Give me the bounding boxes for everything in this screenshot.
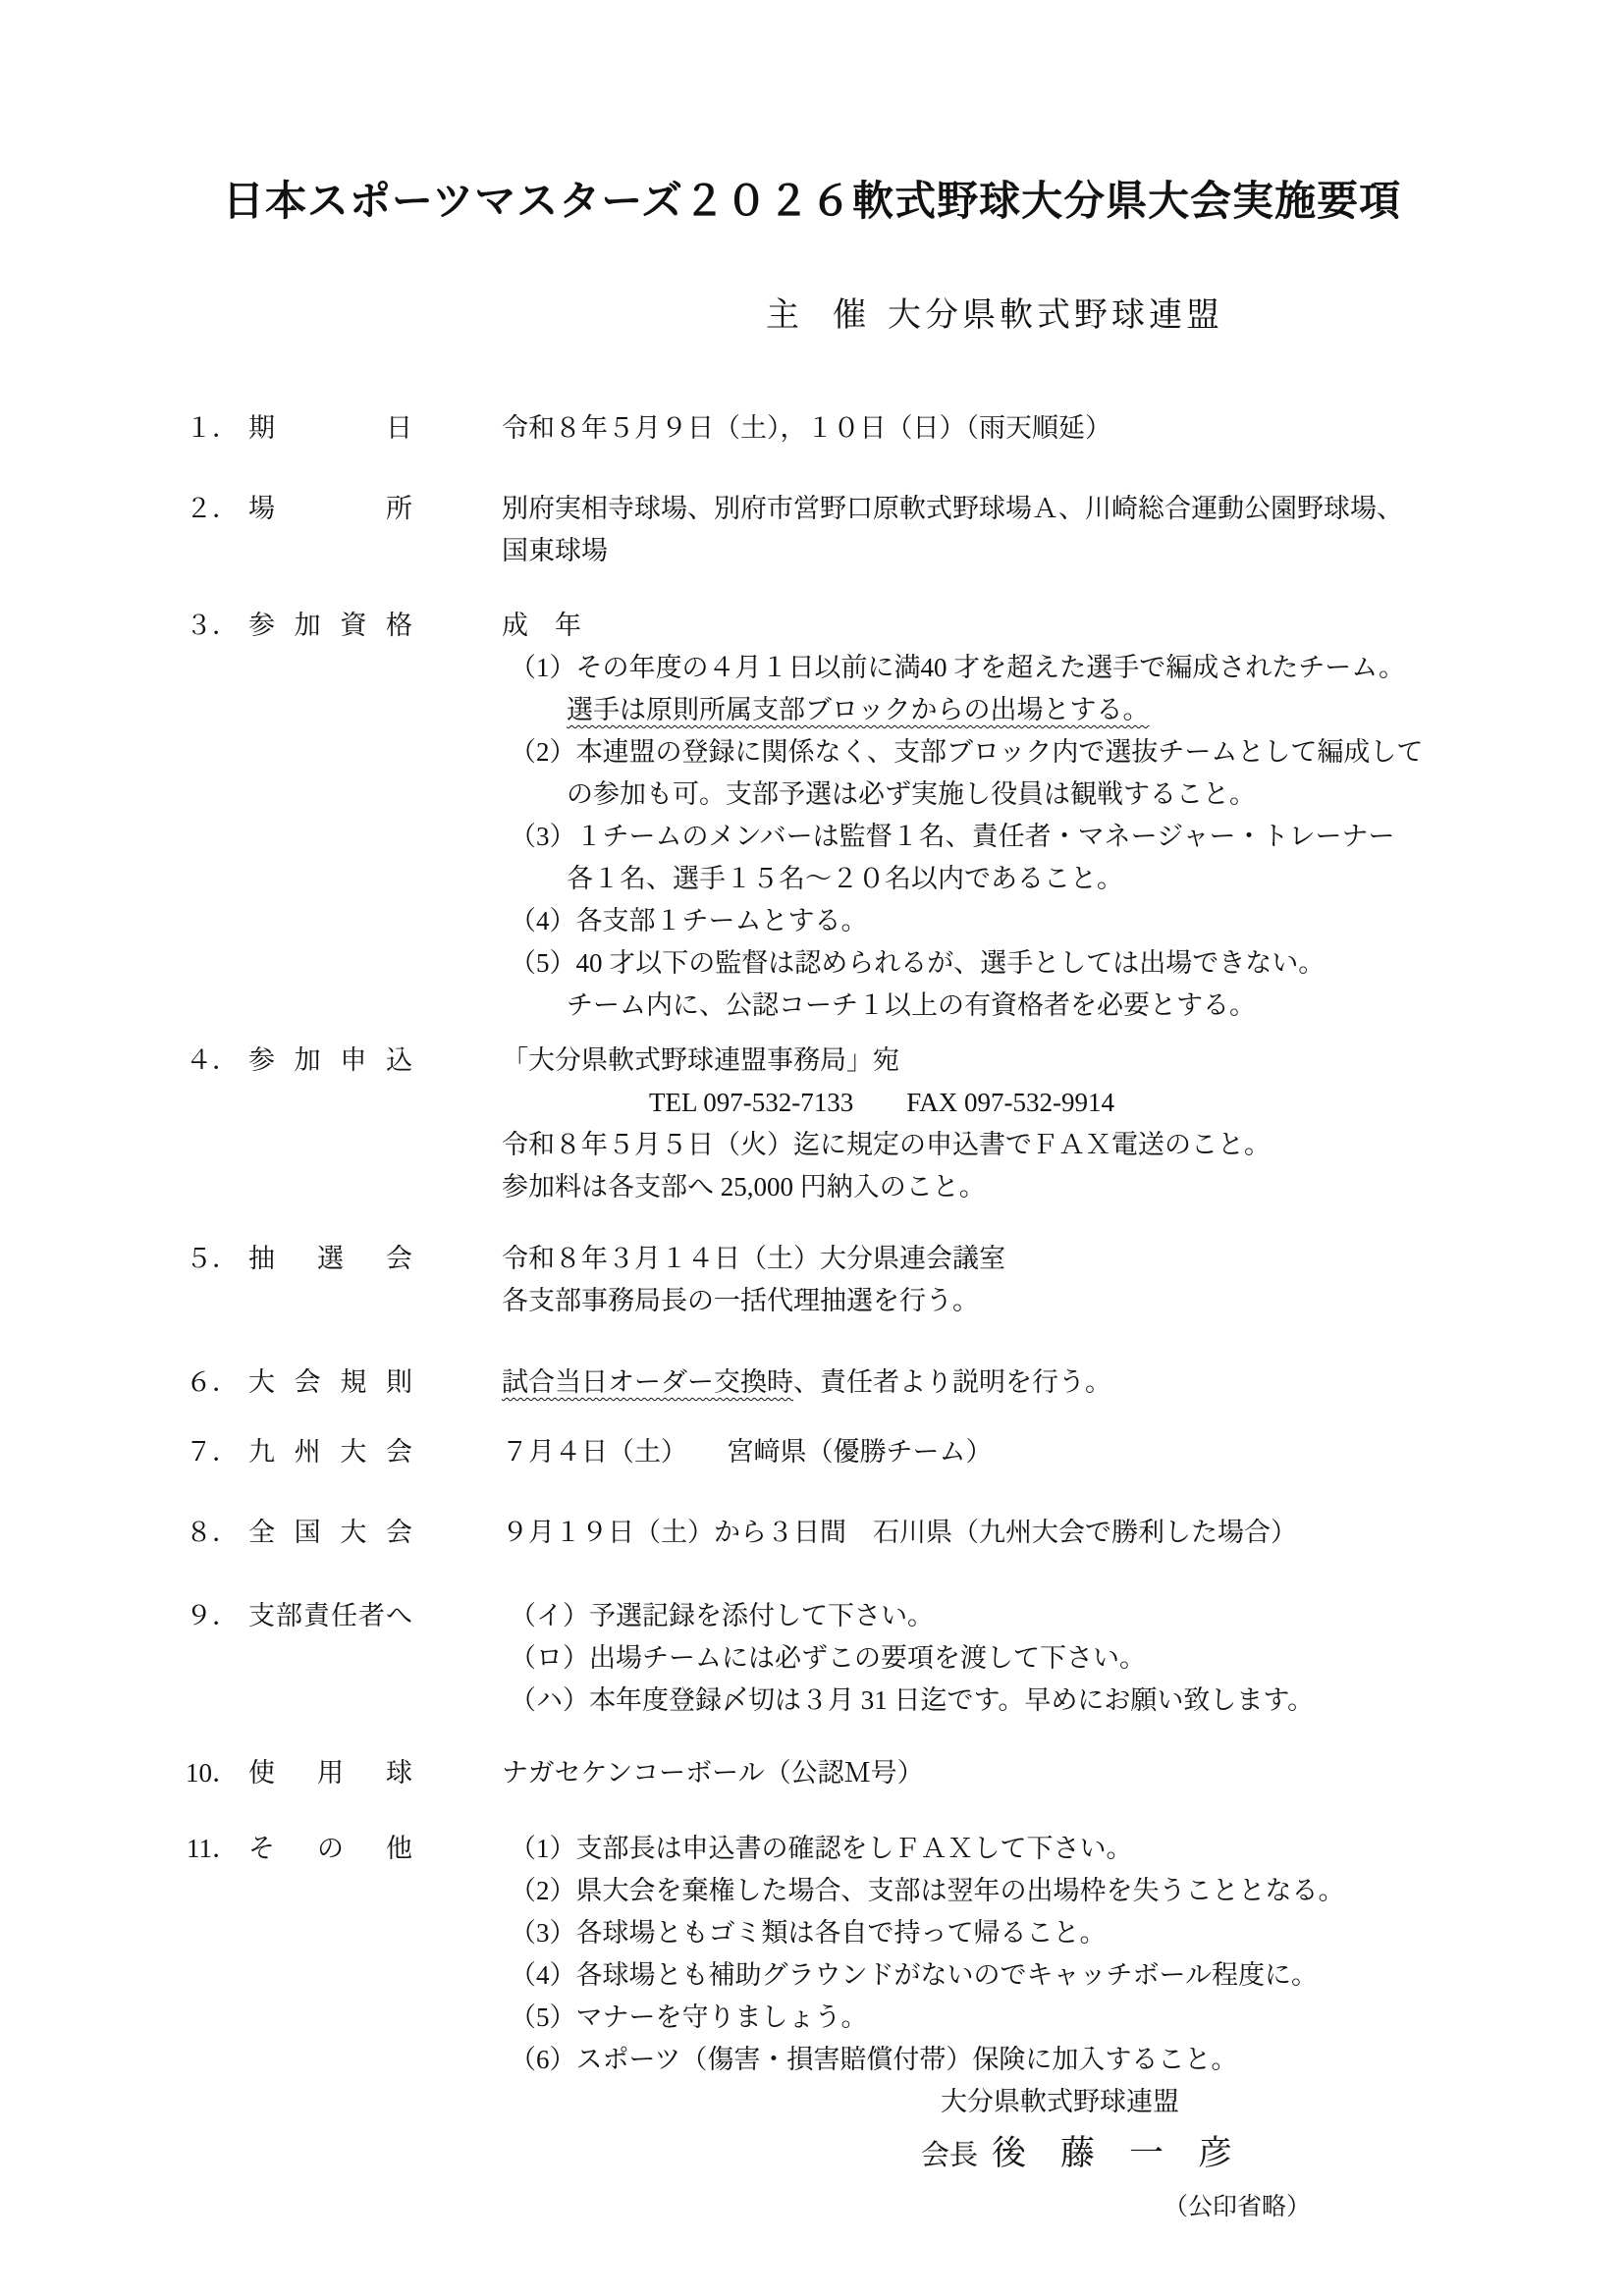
item-number: ８． xyxy=(186,1518,239,1547)
item-row-3 xyxy=(0,605,1624,1027)
item-number: ４． xyxy=(186,1045,239,1075)
item-number: ７． xyxy=(186,1437,239,1467)
text-line: （3）１チームのメンバーは監督１名、責任者・マネージャー・トレーナー xyxy=(510,822,1395,851)
text-line: （2）県大会を棄権した場合、支部は翌年の出場枠を失うこととなる。 xyxy=(510,1876,1345,1905)
item-label: その他 xyxy=(248,1834,413,1863)
text-line: （イ）予選記録を添付して下さい。 xyxy=(510,1601,934,1630)
item-row-9 xyxy=(0,1595,1624,1722)
page-title: 日本スポーツマスターズ２０２６軟式野球大分県大会実施要項 xyxy=(222,180,1402,225)
text-line-tel-fax: TEL 097-532-7133 FAX 097-532-9914 xyxy=(649,1088,1114,1117)
text-line: 成 年 xyxy=(502,611,581,640)
text-line: 別府実相寺球場、別府市営野口原軟式野球場Ａ、川崎総合運動公園野球場、 xyxy=(502,494,1403,523)
text-line: （6）スポーツ（傷害・損害賠償付帯）保険に加入すること。 xyxy=(510,2045,1238,2074)
item-number: １． xyxy=(186,413,239,443)
text-line: 国東球場 xyxy=(502,536,608,565)
item-label: 参加申込 xyxy=(248,1045,413,1075)
text-line: 各支部事務局長の一括代理抽選を行う。 xyxy=(502,1286,979,1315)
item-label: 期日 xyxy=(248,413,413,443)
text-line: ナガセケンコーボール（公認Ｍ号） xyxy=(502,1758,924,1788)
text-line-underlined: 選手は原則所属支部ブロックからの出場とする。 xyxy=(567,695,1150,724)
item-row-11 xyxy=(0,1828,1624,2081)
item-label: 使用球 xyxy=(248,1758,413,1788)
text-line: 「大分県軟式野球連盟事務局」宛 xyxy=(502,1045,899,1075)
text-line: （3）各球場ともゴミ類は各自で持って帰ること。 xyxy=(510,1918,1107,1948)
text-line: 令和８年５月９日（土），１０日（日）（雨天順延） xyxy=(502,413,1111,443)
item-body xyxy=(502,1362,1493,1404)
organizer-label: 主 催 xyxy=(766,297,866,334)
item-row-10 xyxy=(0,1752,1624,1794)
text-line: ９月１９日（土）から３日間 石川県（九州大会で勝利した場合） xyxy=(502,1518,1297,1547)
text-line: （ロ）出場チームには必ずこの要項を渡して下さい。 xyxy=(510,1643,1146,1673)
text-line: ７月４日（土） 宮﨑県（優勝チーム） xyxy=(502,1437,993,1467)
item-row-5 xyxy=(0,1238,1624,1322)
text-line: （5）40 才以下の監督は認められるが、選手としては出場できない。 xyxy=(510,948,1326,978)
text-line: （2）本連盟の登録に関係なく、支部ブロック内で選抜チームとして編成して xyxy=(510,737,1424,767)
item-label: 場所 xyxy=(248,494,413,523)
president-title: 会長 xyxy=(921,2140,979,2171)
item-label: 大会規則 xyxy=(248,1367,413,1397)
text-line: チーム内に、公認コーチ１以上の有資格者を必要とする。 xyxy=(567,990,1256,1020)
text-line: （1）支部長は申込書の確認をしＦＡＸして下さい。 xyxy=(510,1834,1133,1863)
closing-organization: 大分県軟式野球連盟 xyxy=(941,2087,1179,2116)
underlined-phrase: 試合当日オーダー交換時 xyxy=(502,1367,793,1397)
text-line: （1）その年度の４月１日以前に満40 才を超えた選手で編成されたチーム。 xyxy=(510,653,1406,682)
item-body xyxy=(502,1752,1493,1794)
item-label: 抽選会 xyxy=(248,1244,413,1273)
text-line: （ハ）本年度登録〆切は３月 31 日迄です。早めにお願い致します。 xyxy=(510,1685,1315,1715)
item-body xyxy=(502,407,1493,450)
item-number: ６． xyxy=(186,1367,239,1397)
text-line: 令和８年３月１４日（土）大分県連会議室 xyxy=(502,1244,1005,1273)
text-line: 参加料は各支部へ 25,000 円納入のこと。 xyxy=(502,1172,986,1201)
item-label: 九州大会 xyxy=(248,1437,413,1467)
item-number: 11． xyxy=(187,1834,239,1863)
item-number: ９． xyxy=(186,1601,239,1630)
text-line: 令和８年５月５日（火）迄に規定の申込書でＦＡＸ電送のこと。 xyxy=(502,1130,1271,1159)
item-number: ３． xyxy=(186,611,239,640)
text-span: 、責任者より説明を行う。 xyxy=(793,1367,1111,1397)
item-body xyxy=(502,605,1493,1027)
item-body xyxy=(502,1040,1493,1208)
text-line: の参加も可。支部予選は必ず実施し役員は観戦すること。 xyxy=(567,779,1256,809)
item-row-7 xyxy=(0,1431,1624,1473)
text-line: 各１名、選手１５名～２０名以内であること。 xyxy=(567,864,1123,893)
item-number: 10． xyxy=(186,1758,239,1788)
text-line: （5）マナーを守りましょう。 xyxy=(510,2002,868,2032)
item-row-6 xyxy=(0,1362,1624,1404)
item-label: 全国大会 xyxy=(248,1518,413,1547)
organizer-line xyxy=(0,294,1624,338)
item-number: ２． xyxy=(186,494,239,523)
president-name: 後 藤 一 彦 xyxy=(992,2134,1233,2172)
text-line: （4）各球場とも補助グラウンドがないのでキャッチボール程度に。 xyxy=(510,1960,1318,1990)
text-line xyxy=(502,1362,1493,1404)
item-row-4 xyxy=(0,1040,1624,1208)
item-body xyxy=(502,1828,1493,2081)
president-line xyxy=(0,2129,1624,2180)
organizer-name: 大分県軟式野球連盟 xyxy=(888,297,1223,334)
item-body xyxy=(502,1512,1493,1554)
seal-omitted-note: （公印省略） xyxy=(1164,2194,1312,2220)
item-number: ５． xyxy=(186,1244,239,1273)
text-line: （4）各支部１チームとする。 xyxy=(510,906,868,935)
item-row-2 xyxy=(0,488,1624,572)
item-row-1 xyxy=(0,407,1624,450)
item-row-8 xyxy=(0,1512,1624,1554)
item-body xyxy=(502,1431,1493,1473)
item-body xyxy=(502,1595,1493,1722)
item-label: 参加資格 xyxy=(248,611,413,640)
item-body xyxy=(502,1238,1493,1322)
item-label: 支部責任者へ xyxy=(248,1601,413,1630)
item-body xyxy=(502,488,1493,572)
